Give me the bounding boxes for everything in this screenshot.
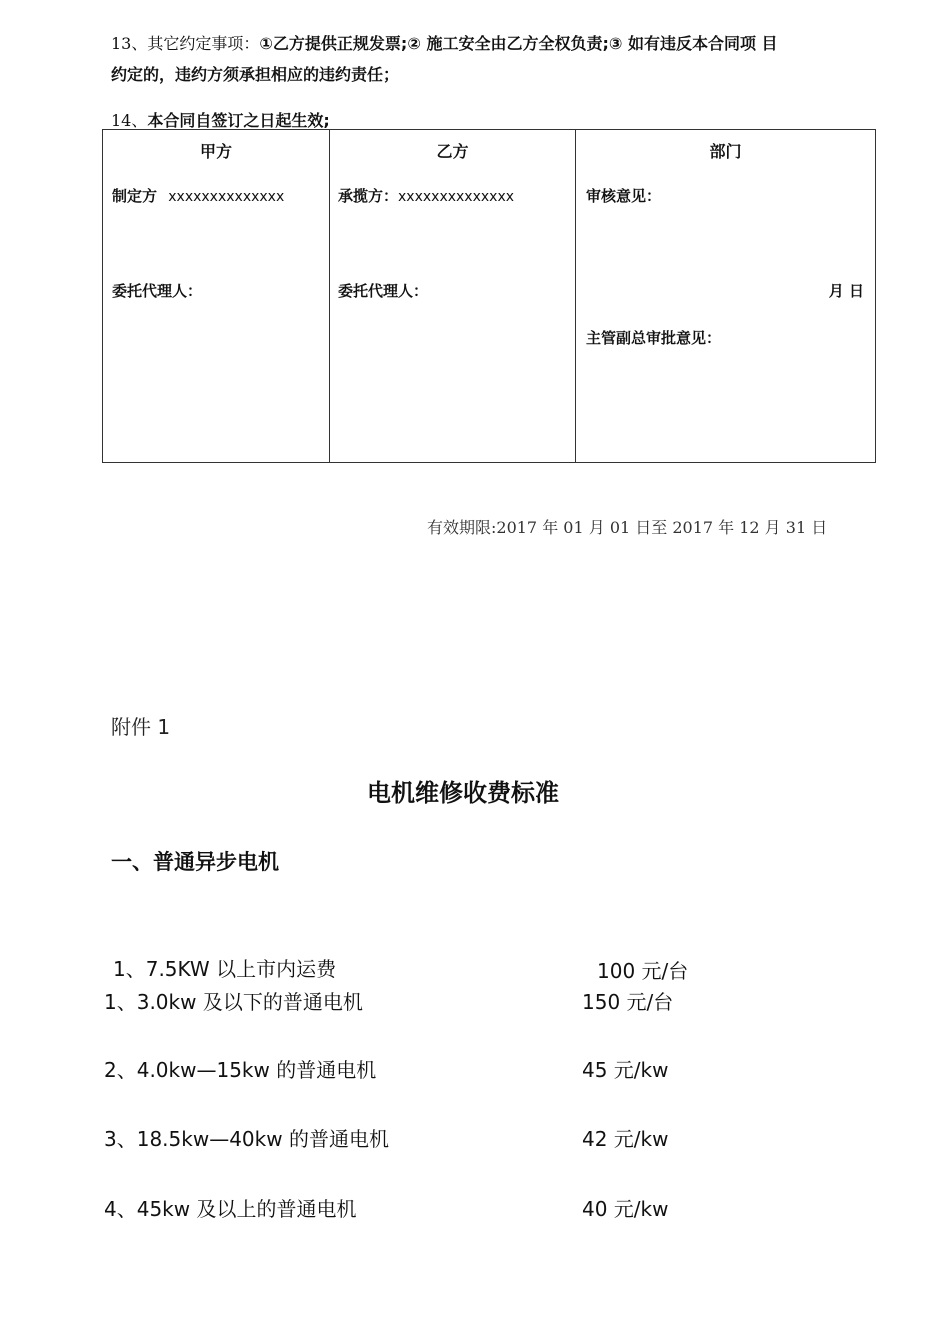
fee-item-name: 1、7.5KW 以上市内运费	[113, 957, 337, 981]
page-title: 电机维修收费标准	[367, 779, 559, 807]
clause-14-prefix: 14、	[111, 111, 148, 130]
party-a-maker	[112, 185, 284, 206]
party-b-contractor	[338, 185, 514, 206]
fee-item-price: 100 元/台	[597, 959, 689, 983]
party-b-agent: 委托代理人：	[338, 282, 429, 300]
party-a-header: 甲方	[199, 142, 232, 161]
attachment-label: 附件 1	[111, 715, 171, 739]
party-a-maker-value: xxxxxxxxxxxxxx	[168, 189, 285, 205]
fee-item-price: 150 元/台	[582, 990, 674, 1014]
fee-item-name: 4、45kw 及以上的普通电机	[104, 1197, 357, 1221]
fee-item-name: 2、4.0kw—15kw 的普通电机	[104, 1058, 377, 1082]
fee-item-price: 42 元/kw	[582, 1127, 669, 1151]
clause-13-text: ①乙方提供正规发票;② 施工安全由乙方全权负责;③ 如有违反本合同项 目	[259, 34, 778, 53]
party-a-cell	[103, 130, 330, 463]
clause-13-prefix: 13、其它约定事项：	[111, 34, 260, 53]
clause-14-text: 本合同自签订之日起生效;	[147, 111, 330, 130]
party-b-contractor-value: xxxxxxxxxxxxxx	[398, 189, 515, 205]
review-date: 月 日	[828, 282, 864, 300]
party-b-header: 乙方	[436, 142, 469, 161]
party-a-agent: 委托代理人：	[112, 282, 203, 300]
party-a-maker-label: 制定方	[112, 187, 158, 205]
review-opinion: 审核意见：	[586, 187, 662, 205]
approval-opinion: 主管副总审批意见：	[586, 329, 722, 347]
party-b-contractor-label: 承揽方：	[338, 187, 399, 205]
clause-13-line2: 约定的，违约方须承担相应的违约责任；	[111, 65, 400, 84]
fee-item-price: 45 元/kw	[582, 1058, 669, 1082]
fee-item-name: 1、3.0kw 及以下的普通电机	[104, 990, 363, 1014]
signature-table	[102, 129, 876, 463]
party-b-cell	[330, 130, 576, 463]
department-cell	[576, 130, 876, 463]
section-heading: 一、普通异步电机	[111, 850, 279, 874]
department-header: 部门	[709, 142, 742, 161]
clause-14	[111, 108, 330, 131]
clause-13-line1	[111, 31, 778, 54]
validity-period: 有效期限:2017 年 01 月 01 日至 2017 年 12 月 31 日	[427, 518, 828, 537]
fee-item-name: 3、18.5kw—40kw 的普通电机	[104, 1127, 389, 1151]
fee-item-price: 40 元/kw	[582, 1197, 669, 1221]
